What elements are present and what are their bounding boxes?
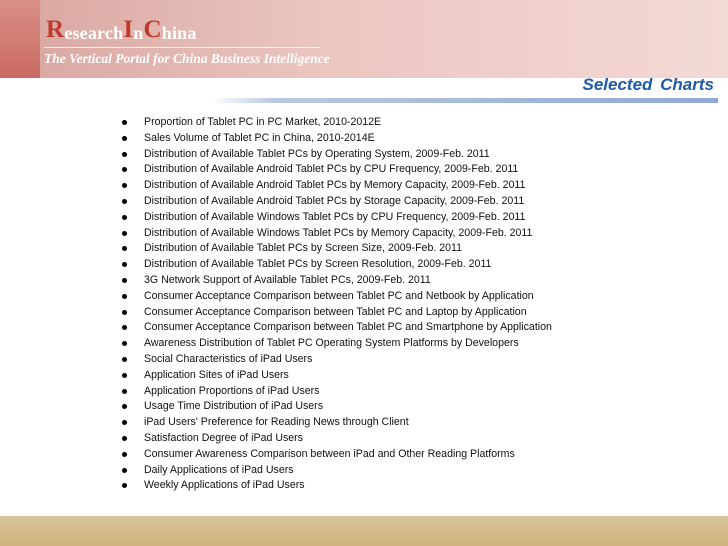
bullet-icon	[122, 199, 127, 204]
bullet-icon	[122, 325, 127, 330]
bullet-icon	[122, 262, 127, 267]
footer-bar	[0, 516, 728, 546]
list-item	[122, 447, 552, 463]
list-item-text: Distribution of Available Tablet PCs by Screen Resolution, 2009-Feb. 2011	[144, 258, 492, 271]
bullet-icon	[122, 183, 127, 188]
list-item	[122, 178, 552, 194]
bullet-icon	[122, 294, 127, 299]
logo-text-n: n	[133, 23, 144, 43]
list-item-text: Distribution of Available Android Tablet PCs by Storage Capacity, 2009-Feb. 2011	[144, 194, 525, 207]
list-item-text: Consumer Awareness Comparison between iPad and Other Reading Platforms	[144, 447, 515, 460]
list-item	[122, 399, 552, 415]
list-item	[122, 320, 552, 336]
list-item-text: Distribution of Available Android Tablet PCs by CPU Frequency, 2009-Feb. 2011	[144, 163, 519, 176]
bullet-icon	[122, 167, 127, 172]
bullet-icon	[122, 231, 127, 236]
list-item	[122, 147, 552, 163]
list-item	[122, 257, 552, 273]
list-item	[122, 162, 552, 178]
list-item	[122, 289, 552, 305]
list-item-text: Distribution of Available Tablet PCs by Screen Size, 2009-Feb. 2011	[144, 242, 462, 255]
list-item-text: 3G Network Support of Available Tablet PCs, 2009-Feb. 2011	[144, 273, 431, 286]
list-item	[122, 478, 552, 494]
bullet-icon	[122, 373, 127, 378]
list-item-text: iPad Users' Preference for Reading News through Client	[144, 416, 409, 429]
list-item-text: Consumer Acceptance Comparison between Tablet PC and Smartphone by Application	[144, 321, 552, 334]
list-item	[122, 241, 552, 257]
list-item	[122, 131, 552, 147]
bullet-icon	[122, 357, 127, 362]
logo-letter-c: C	[143, 16, 162, 43]
list-item	[122, 463, 552, 479]
list-item	[122, 273, 552, 289]
list-item-text: Consumer Acceptance Comparison between Tablet PC and Netbook by Application	[144, 289, 534, 302]
list-item	[122, 194, 552, 210]
list-item-text: Usage Time Distribution of iPad Users	[144, 400, 323, 413]
list-item-text: Distribution of Available Android Tablet PCs by Memory Capacity, 2009-Feb. 2011	[144, 179, 526, 192]
list-item-text: Application Sites of iPad Users	[144, 368, 289, 381]
list-item-text: Distribution of Available Windows Tablet PCs by CPU Frequency, 2009-Feb. 2011	[144, 210, 526, 223]
header-tagline: The Vertical Portal for China Business Intelligence	[44, 51, 330, 66]
title-underline-bar	[212, 98, 718, 103]
list-item-text: Consumer Acceptance Comparison between Tablet PC and Laptop by Application	[144, 305, 527, 318]
list-item-text: Daily Applications of iPad Users	[144, 463, 294, 476]
bullet-icon	[122, 483, 127, 488]
list-item-text: Social Characteristics of iPad Users	[144, 352, 313, 365]
bullet-icon	[122, 136, 127, 141]
researchinchina-logo	[46, 14, 197, 44]
list-item	[122, 431, 552, 447]
list-item	[122, 305, 552, 321]
list-item-text: Weekly Applications of iPad Users	[144, 479, 305, 492]
list-item	[122, 115, 552, 131]
list-item	[122, 415, 552, 431]
list-item	[122, 352, 552, 368]
chart-list	[122, 115, 552, 494]
list-item-text: Distribution of Available Tablet PCs by Operating System, 2009-Feb. 2011	[144, 147, 490, 160]
bullet-icon	[122, 389, 127, 394]
list-item-text: Proportion of Tablet PC in PC Market, 2010-2012E	[144, 116, 382, 128]
list-item	[122, 368, 552, 384]
bullet-icon	[122, 246, 127, 251]
bullet-icon	[122, 341, 127, 346]
list-item	[122, 226, 552, 242]
bullet-icon	[122, 120, 127, 125]
list-item	[122, 210, 552, 226]
bullet-icon	[122, 215, 127, 220]
bullet-icon	[122, 436, 127, 441]
bullet-icon	[122, 452, 127, 457]
bullet-icon	[122, 468, 127, 473]
bullet-icon	[122, 420, 127, 425]
list-item	[122, 384, 552, 400]
logo-text-esearch: esearch	[64, 23, 124, 43]
logo-letter-i: I	[123, 16, 134, 43]
list-item-text: Application Proportions of iPad Users	[144, 384, 320, 397]
slide-title: Selected Charts	[582, 75, 714, 94]
logo-letter-r: R	[46, 16, 65, 43]
list-item-text: Distribution of Available Windows Tablet PCs by Memory Capacity, 2009-Feb. 2011	[144, 226, 533, 239]
bullet-icon	[122, 278, 127, 283]
bullet-icon	[122, 310, 127, 315]
logo-divider	[44, 47, 320, 48]
list-item-text: Awareness Distribution of Tablet PC Operating System Platforms by Developers	[144, 337, 519, 350]
list-item-text: Sales Volume of Tablet PC in China, 2010-2014E	[144, 131, 375, 144]
bullet-icon	[122, 152, 127, 157]
logo-text-hina: hina	[161, 23, 197, 43]
list-item	[122, 336, 552, 352]
header-banner-accent	[0, 0, 40, 78]
bullet-icon	[122, 404, 127, 409]
list-item-text: Satisfaction Degree of iPad Users	[144, 431, 303, 444]
